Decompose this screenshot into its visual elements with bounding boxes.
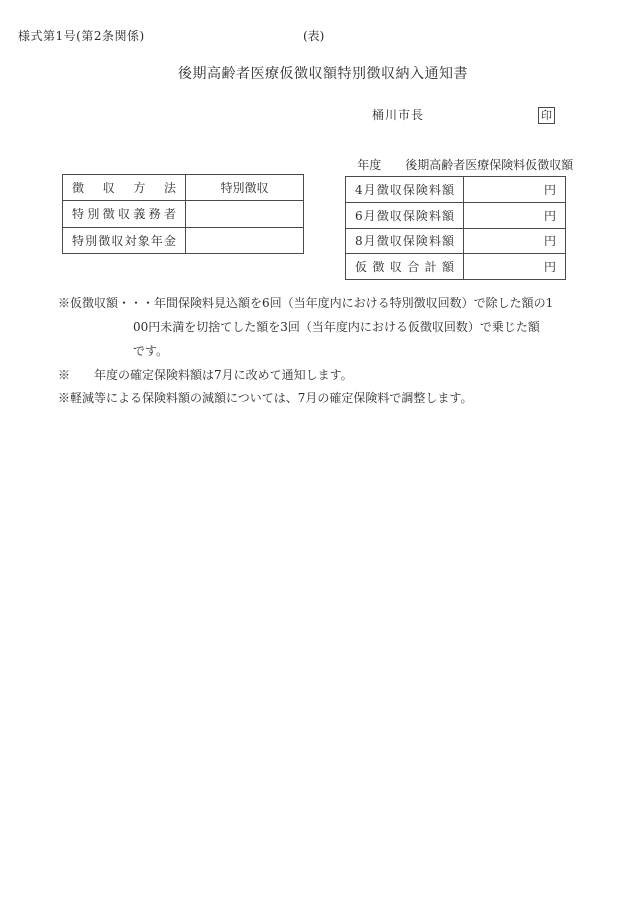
mayor-name: 桶川市長: [372, 108, 425, 122]
amount-unit: 円: [464, 228, 566, 254]
fee-subtitle: 後期高齢者医療保険料仮徴収額: [405, 158, 574, 172]
page-side-label: (表): [303, 29, 325, 43]
provisional-amount-table: [345, 176, 566, 280]
row-value: [186, 227, 304, 253]
table-row: [346, 177, 566, 203]
note-fixed-premium-notice: ※ 年度の確定保険料額は7月に改めて通知します。: [58, 368, 353, 382]
note-provisional-amount-line1: ※仮徴収額・・・年間保険料見込額を6回（当年度内における特別徴収回数）で除した額の1: [58, 296, 554, 310]
row-label: 徴収方法: [63, 175, 186, 201]
document-title: 後期高齢者医療仮徴収額特別徴収納入通知書: [178, 66, 468, 82]
table-row: [346, 202, 566, 228]
row-label: 8月徴収保険料額: [346, 228, 464, 254]
table-row: [63, 175, 304, 201]
row-value: 特別徴収: [186, 175, 304, 201]
table-row: [346, 228, 566, 254]
seal-box: [538, 107, 555, 124]
note-provisional-amount-line2: 00円未満を切捨てした額を3回（当年度内における仮徴収回数）で乗じた額: [133, 320, 540, 334]
row-label: 仮徴収合計額: [346, 254, 464, 280]
amount-unit: 円: [464, 202, 566, 228]
row-label: 4月徴収保険料額: [346, 177, 464, 203]
table-row: [346, 254, 566, 280]
row-value: [186, 201, 304, 227]
year-label: 年度: [357, 158, 382, 172]
table-row: [63, 201, 304, 227]
note-provisional-amount-line3: です。: [133, 344, 169, 358]
row-label: 特別徴収義務者: [63, 201, 186, 227]
table-row: [63, 227, 304, 253]
seal-character: 印: [541, 109, 552, 122]
note-reduction-adjustment: ※軽減等による保険料額の減額については、7月の確定保険料で調整します。: [58, 391, 473, 405]
form-number: 様式第1号(第2条関係): [18, 29, 145, 43]
row-label: 特別徴収対象年金: [63, 227, 186, 253]
collection-method-table: [62, 174, 304, 254]
row-label: 6月徴収保険料額: [346, 202, 464, 228]
amount-unit: 円: [464, 254, 566, 280]
amount-unit: 円: [464, 177, 566, 203]
